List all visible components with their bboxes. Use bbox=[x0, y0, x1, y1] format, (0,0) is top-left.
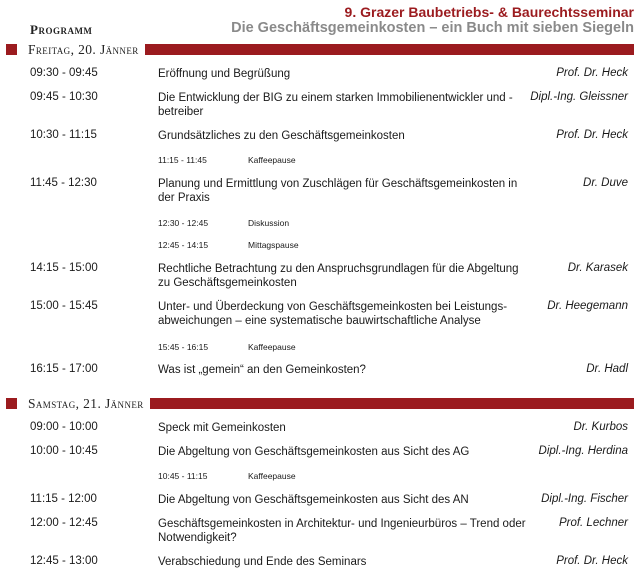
day-marker bbox=[6, 398, 17, 409]
item-title: Unter- und Überdeckung von Geschäftsgemeinkosten bei Leistungs-abweichungen – eine systematische bauwirtschaftliche Analyse bbox=[158, 301, 508, 327]
item-title: Rechtliche Betrachtung zu den Anspruchsgrundlagen für die Abgeltung zu Geschäftsgemeinkosten bbox=[158, 263, 519, 289]
break-time: 12:45 - 14:15 bbox=[158, 240, 209, 250]
item-time: 14:15 - 15:00 bbox=[30, 262, 98, 274]
item-time: 12:45 - 13:00 bbox=[30, 555, 98, 567]
seminar-subtitle: Die Geschäftsgemeinkosten – ein Buch mit sieben Siegeln bbox=[231, 20, 634, 36]
item-time: 16:15 - 17:00 bbox=[30, 363, 98, 375]
break-time: 11:15 - 11:45 bbox=[158, 155, 207, 165]
item-title: Grundsätzliches zu den Geschäftsgemeinkosten bbox=[158, 130, 405, 142]
item-speaker: Dr. Karasek bbox=[567, 262, 628, 274]
item-time: 10:30 - 11:15 bbox=[30, 129, 97, 141]
item-speaker: Dipl.-Ing. Herdina bbox=[538, 445, 628, 457]
item-speaker: Dr. Duve bbox=[583, 177, 628, 189]
item-time: 12:00 - 12:45 bbox=[30, 517, 98, 529]
item-speaker: Dr. Hadl bbox=[586, 363, 628, 375]
break-label: Diskussion bbox=[248, 218, 290, 228]
break-label: Kaffeepause bbox=[248, 155, 296, 165]
item-title: Planung und Ermittlung von Zuschlägen für Geschäftsgemeinkosten in der Praxis bbox=[158, 178, 518, 204]
item-time: 10:00 - 10:45 bbox=[30, 445, 98, 457]
item-speaker: Dr. Heegemann bbox=[547, 300, 628, 312]
day-header-saturday bbox=[6, 398, 634, 411]
break-time: 15:45 - 16:15 bbox=[158, 342, 209, 352]
item-title: Die Abgeltung von Geschäftsgemeinkosten aus Sicht des AG bbox=[158, 446, 470, 458]
item-time: 09:30 - 09:45 bbox=[30, 67, 98, 79]
item-title: Die Entwicklung der BIG zu einem starken Immobilienentwickler und -betreiber bbox=[158, 92, 513, 118]
item-title: Verabschiedung und Ende des Seminars bbox=[158, 556, 367, 568]
item-title: Die Abgeltung von Geschäftsgemeinkosten aus Sicht des AN bbox=[158, 494, 469, 506]
day-header-friday bbox=[6, 44, 634, 57]
item-time: 11:15 - 12:00 bbox=[30, 493, 97, 505]
item-speaker: Dipl.-Ing. Fischer bbox=[541, 493, 628, 505]
header bbox=[0, 0, 640, 42]
break-label: Mittagspause bbox=[248, 240, 299, 250]
seminar-title: 9. Grazer Baubetriebs- & Baurechtsseminar bbox=[344, 4, 634, 20]
item-time: 09:00 - 10:00 bbox=[30, 421, 98, 433]
item-time: 11:45 - 12:30 bbox=[30, 177, 97, 189]
break-label: Kaffeepause bbox=[248, 342, 296, 352]
break-time: 12:30 - 12:45 bbox=[158, 218, 209, 228]
item-speaker: Prof. Lechner bbox=[558, 517, 628, 529]
break-label: Kaffeepause bbox=[248, 471, 296, 481]
day-divider bbox=[145, 44, 634, 55]
day-divider bbox=[150, 398, 634, 409]
day-label: Freitag, 20. Jänner bbox=[28, 42, 139, 57]
item-title: Speck mit Gemeinkosten bbox=[158, 422, 286, 434]
item-title: Was ist „gemein“ an den Gemeinkosten? bbox=[158, 364, 366, 376]
day-marker bbox=[6, 44, 17, 55]
item-speaker: Dr. Kurbos bbox=[573, 421, 628, 433]
item-speaker: Prof. Dr. Heck bbox=[556, 555, 628, 567]
item-title: Eröffnung und Begrüßung bbox=[158, 68, 291, 80]
item-time: 09:45 - 10:30 bbox=[30, 91, 98, 103]
item-speaker: Dipl.-Ing. Gleissner bbox=[530, 91, 628, 103]
item-speaker: Prof. Dr. Heck bbox=[556, 129, 628, 141]
item-speaker: Prof. Dr. Heck bbox=[556, 67, 628, 79]
break-time: 10:45 - 11:15 bbox=[158, 471, 208, 481]
day-label: Samstag, 21. Jänner bbox=[28, 396, 144, 411]
program-label: Programm bbox=[30, 22, 93, 37]
item-time: 15:00 - 15:45 bbox=[30, 300, 98, 312]
item-title: Geschäftsgemeinkosten in Architektur- und Ingenieurbüros – Trend oder Notwendigkeit? bbox=[158, 518, 526, 544]
